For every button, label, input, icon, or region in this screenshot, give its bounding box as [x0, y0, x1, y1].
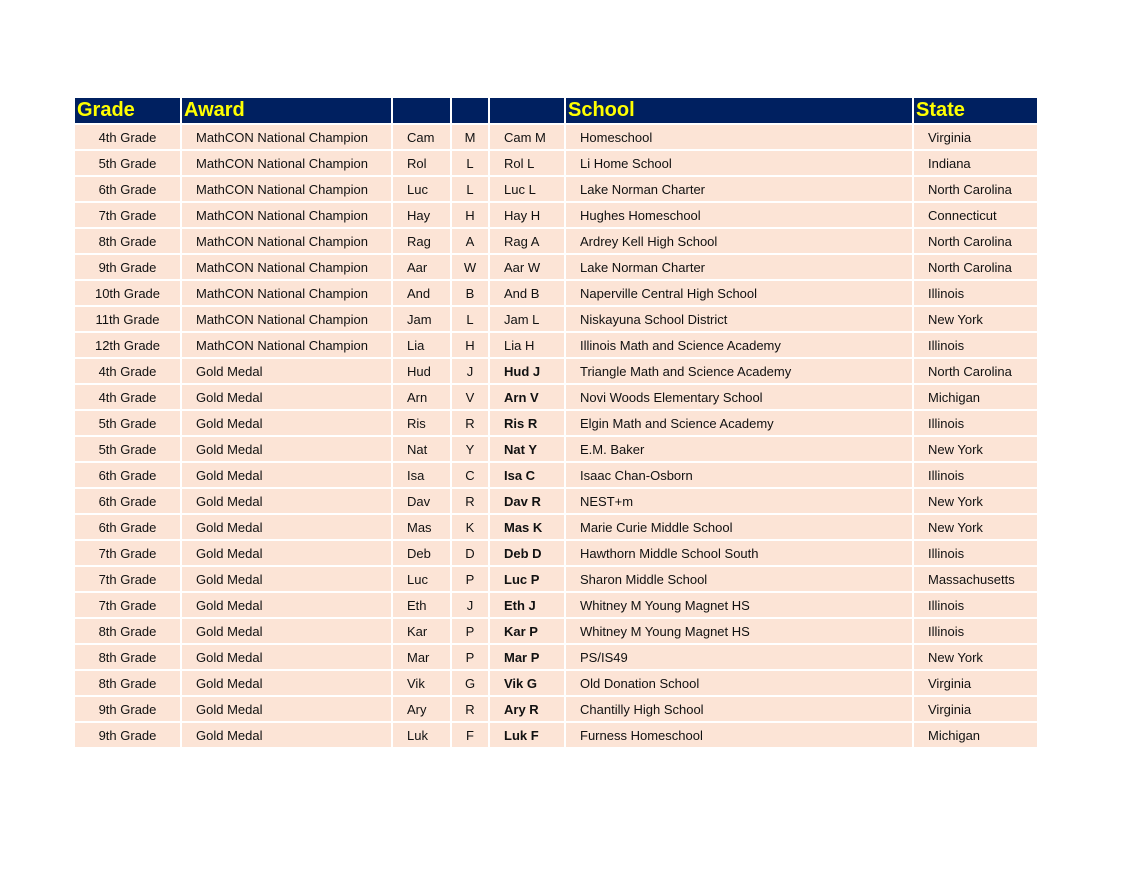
state-cell: New York — [913, 436, 1038, 462]
state-cell: Virginia — [913, 124, 1038, 150]
table-row — [74, 566, 1038, 592]
award-cell: Gold Medal — [181, 696, 392, 722]
state-cell: Virginia — [913, 696, 1038, 722]
award-cell: Gold Medal — [181, 644, 392, 670]
award-cell: Gold Medal — [181, 670, 392, 696]
name-cell: Jam L — [489, 306, 565, 332]
first-name-cell: Rol — [392, 150, 451, 176]
grade-cell: 7th Grade — [74, 566, 181, 592]
first-name-cell: Dav — [392, 488, 451, 514]
school-cell: Lake Norman Charter — [565, 176, 913, 202]
school-cell: NEST+m — [565, 488, 913, 514]
name-cell: Rag A — [489, 228, 565, 254]
initial-cell: L — [451, 306, 489, 332]
initial-cell: H — [451, 332, 489, 358]
header-first-name — [392, 97, 451, 124]
name-cell: Mas K — [489, 514, 565, 540]
award-cell: Gold Medal — [181, 592, 392, 618]
school-cell: Homeschool — [565, 124, 913, 150]
initial-cell: P — [451, 618, 489, 644]
award-cell: MathCON National Champion — [181, 176, 392, 202]
header-name — [489, 97, 565, 124]
first-name-cell: Vik — [392, 670, 451, 696]
header-award: Award — [181, 97, 392, 124]
initial-cell: G — [451, 670, 489, 696]
school-cell: Naperville Central High School — [565, 280, 913, 306]
initial-cell: P — [451, 566, 489, 592]
initial-cell: W — [451, 254, 489, 280]
school-cell: Lake Norman Charter — [565, 254, 913, 280]
first-name-cell: Luk — [392, 722, 451, 748]
table-row — [74, 306, 1038, 332]
name-cell: Kar P — [489, 618, 565, 644]
name-cell: Cam M — [489, 124, 565, 150]
state-cell: Massachusetts — [913, 566, 1038, 592]
grade-cell: 5th Grade — [74, 436, 181, 462]
table-row — [74, 488, 1038, 514]
state-cell: Illinois — [913, 540, 1038, 566]
school-cell: Elgin Math and Science Academy — [565, 410, 913, 436]
state-cell: New York — [913, 514, 1038, 540]
state-cell: Virginia — [913, 670, 1038, 696]
first-name-cell: Rag — [392, 228, 451, 254]
school-cell: Old Donation School — [565, 670, 913, 696]
grade-cell: 9th Grade — [74, 254, 181, 280]
grade-cell: 6th Grade — [74, 176, 181, 202]
initial-cell: C — [451, 462, 489, 488]
award-cell: Gold Medal — [181, 436, 392, 462]
name-cell: Ary R — [489, 696, 565, 722]
table-row — [74, 410, 1038, 436]
name-cell: Luk F — [489, 722, 565, 748]
first-name-cell: Ris — [392, 410, 451, 436]
state-cell: Michigan — [913, 384, 1038, 410]
state-cell: North Carolina — [913, 358, 1038, 384]
award-cell: MathCON National Champion — [181, 332, 392, 358]
school-cell: Furness Homeschool — [565, 722, 913, 748]
award-cell: Gold Medal — [181, 358, 392, 384]
table-row — [74, 618, 1038, 644]
initial-cell: Y — [451, 436, 489, 462]
first-name-cell: Mar — [392, 644, 451, 670]
state-cell: New York — [913, 488, 1038, 514]
name-cell: Dav R — [489, 488, 565, 514]
award-cell: Gold Medal — [181, 410, 392, 436]
name-cell: Nat Y — [489, 436, 565, 462]
school-cell: Niskayuna School District — [565, 306, 913, 332]
initial-cell: L — [451, 176, 489, 202]
first-name-cell: Eth — [392, 592, 451, 618]
grade-cell: 10th Grade — [74, 280, 181, 306]
first-name-cell: Jam — [392, 306, 451, 332]
award-cell: Gold Medal — [181, 566, 392, 592]
grade-cell: 4th Grade — [74, 358, 181, 384]
state-cell: Indiana — [913, 150, 1038, 176]
grade-cell: 5th Grade — [74, 410, 181, 436]
first-name-cell: Luc — [392, 566, 451, 592]
grade-cell: 6th Grade — [74, 488, 181, 514]
award-cell: Gold Medal — [181, 384, 392, 410]
first-name-cell: Aar — [392, 254, 451, 280]
initial-cell: D — [451, 540, 489, 566]
name-cell: Eth J — [489, 592, 565, 618]
name-cell: Ris R — [489, 410, 565, 436]
name-cell: Vik G — [489, 670, 565, 696]
school-cell: Triangle Math and Science Academy — [565, 358, 913, 384]
name-cell: Luc L — [489, 176, 565, 202]
table-row — [74, 176, 1038, 202]
school-cell: Hawthorn Middle School South — [565, 540, 913, 566]
initial-cell: M — [451, 124, 489, 150]
table-row — [74, 384, 1038, 410]
state-cell: Illinois — [913, 332, 1038, 358]
awards-table — [73, 96, 1039, 749]
grade-cell: 6th Grade — [74, 462, 181, 488]
table-row — [74, 514, 1038, 540]
table-row — [74, 644, 1038, 670]
grade-cell: 5th Grade — [74, 150, 181, 176]
first-name-cell: Cam — [392, 124, 451, 150]
first-name-cell: Luc — [392, 176, 451, 202]
grade-cell: 8th Grade — [74, 644, 181, 670]
state-cell: Illinois — [913, 280, 1038, 306]
table-row — [74, 592, 1038, 618]
first-name-cell: Mas — [392, 514, 451, 540]
header-initial — [451, 97, 489, 124]
name-cell: Arn V — [489, 384, 565, 410]
grade-cell: 11th Grade — [74, 306, 181, 332]
initial-cell: P — [451, 644, 489, 670]
table-row — [74, 722, 1038, 748]
header-row — [74, 97, 1038, 124]
name-cell: Rol L — [489, 150, 565, 176]
award-cell: Gold Medal — [181, 540, 392, 566]
state-cell: Connecticut — [913, 202, 1038, 228]
table-row — [74, 670, 1038, 696]
table-row — [74, 436, 1038, 462]
school-cell: E.M. Baker — [565, 436, 913, 462]
state-cell: Illinois — [913, 592, 1038, 618]
table-row — [74, 254, 1038, 280]
table-row — [74, 228, 1038, 254]
school-cell: Chantilly High School — [565, 696, 913, 722]
grade-cell: 8th Grade — [74, 618, 181, 644]
school-cell: PS/IS49 — [565, 644, 913, 670]
header-school: School — [565, 97, 913, 124]
name-cell: Deb D — [489, 540, 565, 566]
initial-cell: R — [451, 488, 489, 514]
award-cell: MathCON National Champion — [181, 306, 392, 332]
state-cell: Illinois — [913, 410, 1038, 436]
school-cell: Marie Curie Middle School — [565, 514, 913, 540]
table-row — [74, 150, 1038, 176]
grade-cell: 7th Grade — [74, 540, 181, 566]
school-cell: Whitney M Young Magnet HS — [565, 592, 913, 618]
first-name-cell: Hud — [392, 358, 451, 384]
award-cell: MathCON National Champion — [181, 280, 392, 306]
table-row — [74, 462, 1038, 488]
table-row — [74, 124, 1038, 150]
first-name-cell: And — [392, 280, 451, 306]
school-cell: Li Home School — [565, 150, 913, 176]
first-name-cell: Deb — [392, 540, 451, 566]
state-cell: New York — [913, 644, 1038, 670]
grade-cell: 7th Grade — [74, 592, 181, 618]
first-name-cell: Kar — [392, 618, 451, 644]
school-cell: Novi Woods Elementary School — [565, 384, 913, 410]
grade-cell: 8th Grade — [74, 228, 181, 254]
award-cell: Gold Medal — [181, 462, 392, 488]
initial-cell: B — [451, 280, 489, 306]
award-cell: Gold Medal — [181, 722, 392, 748]
grade-cell: 4th Grade — [74, 124, 181, 150]
header-state: State — [913, 97, 1038, 124]
table-row — [74, 202, 1038, 228]
initial-cell: L — [451, 150, 489, 176]
name-cell: Mar P — [489, 644, 565, 670]
state-cell: Illinois — [913, 462, 1038, 488]
initial-cell: R — [451, 410, 489, 436]
grade-cell: 7th Grade — [74, 202, 181, 228]
name-cell: Aar W — [489, 254, 565, 280]
grade-cell: 4th Grade — [74, 384, 181, 410]
name-cell: And B — [489, 280, 565, 306]
initial-cell: H — [451, 202, 489, 228]
state-cell: Michigan — [913, 722, 1038, 748]
school-cell: Illinois Math and Science Academy — [565, 332, 913, 358]
school-cell: Isaac Chan-Osborn — [565, 462, 913, 488]
award-cell: MathCON National Champion — [181, 150, 392, 176]
initial-cell: F — [451, 722, 489, 748]
table-row — [74, 540, 1038, 566]
initial-cell: A — [451, 228, 489, 254]
award-cell: MathCON National Champion — [181, 228, 392, 254]
award-cell: Gold Medal — [181, 618, 392, 644]
table-row — [74, 332, 1038, 358]
state-cell: Illinois — [913, 618, 1038, 644]
grade-cell: 8th Grade — [74, 670, 181, 696]
name-cell: Luc P — [489, 566, 565, 592]
initial-cell: V — [451, 384, 489, 410]
first-name-cell: Isa — [392, 462, 451, 488]
name-cell: Lia H — [489, 332, 565, 358]
state-cell: North Carolina — [913, 176, 1038, 202]
initial-cell: K — [451, 514, 489, 540]
initial-cell: J — [451, 358, 489, 384]
first-name-cell: Arn — [392, 384, 451, 410]
award-cell: Gold Medal — [181, 514, 392, 540]
grade-cell: 9th Grade — [74, 722, 181, 748]
name-cell: Isa C — [489, 462, 565, 488]
first-name-cell: Ary — [392, 696, 451, 722]
grade-cell: 9th Grade — [74, 696, 181, 722]
table-row — [74, 358, 1038, 384]
school-cell: Whitney M Young Magnet HS — [565, 618, 913, 644]
initial-cell: R — [451, 696, 489, 722]
state-cell: North Carolina — [913, 228, 1038, 254]
state-cell: New York — [913, 306, 1038, 332]
table-row — [74, 696, 1038, 722]
award-cell: MathCON National Champion — [181, 254, 392, 280]
initial-cell: J — [451, 592, 489, 618]
first-name-cell: Lia — [392, 332, 451, 358]
table-row — [74, 280, 1038, 306]
award-cell: Gold Medal — [181, 488, 392, 514]
award-cell: MathCON National Champion — [181, 202, 392, 228]
header-grade: Grade — [74, 97, 181, 124]
award-cell: MathCON National Champion — [181, 124, 392, 150]
school-cell: Ardrey Kell High School — [565, 228, 913, 254]
state-cell: North Carolina — [913, 254, 1038, 280]
school-cell: Hughes Homeschool — [565, 202, 913, 228]
name-cell: Hay H — [489, 202, 565, 228]
first-name-cell: Nat — [392, 436, 451, 462]
first-name-cell: Hay — [392, 202, 451, 228]
grade-cell: 6th Grade — [74, 514, 181, 540]
school-cell: Sharon Middle School — [565, 566, 913, 592]
grade-cell: 12th Grade — [74, 332, 181, 358]
name-cell: Hud J — [489, 358, 565, 384]
